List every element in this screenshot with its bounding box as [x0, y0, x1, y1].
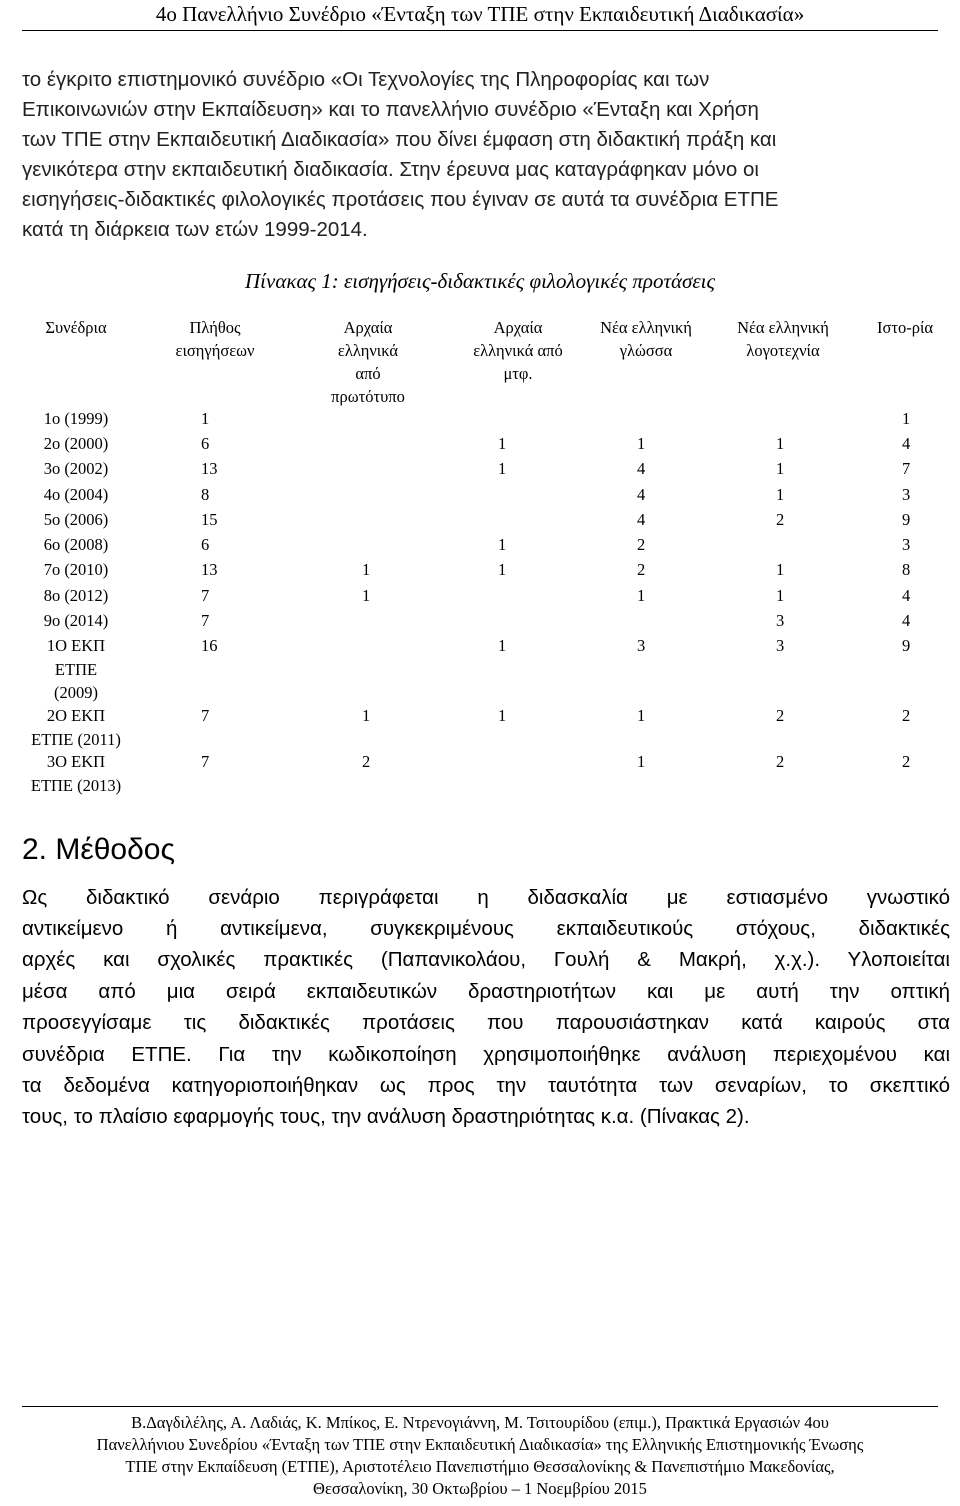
table-cell: 1: [362, 560, 371, 579]
table-cell: 6: [201, 535, 210, 554]
table-cell: 3: [776, 611, 785, 630]
row-label-line: 7ο (2010): [43, 560, 109, 579]
table-header-cell: [713, 316, 853, 362]
row-label-line: 1Ο ΕΚΠ: [46, 636, 106, 655]
table-header-line: Νέα ελληνική: [737, 318, 829, 337]
table-row-label: [20, 533, 132, 557]
table-header-cell: [855, 316, 955, 339]
table-row-label: [20, 634, 132, 705]
table-cell: 8: [201, 485, 210, 504]
table-cell: 4: [902, 611, 911, 630]
method-line: τους, το πλαίσιο εφαρμογής τους, την ανάλυση δραστηριότητας κ.α. (Πίνακας 2).: [22, 1105, 750, 1128]
table-row-label: [20, 704, 132, 751]
table-header-line: λογοτεχνία: [746, 341, 820, 360]
table-cell: 6: [201, 434, 210, 453]
table-row-label: [20, 558, 132, 582]
table-cell: 3: [776, 636, 785, 655]
table-header-line: Αρχαία: [343, 318, 393, 337]
table-header-line: γλώσσα: [619, 341, 673, 360]
table-header-cell: [313, 316, 423, 408]
table-header-cell: [453, 316, 583, 385]
table-cell: 13: [201, 560, 218, 579]
footer-line: Θεσσαλονίκη, 30 Οκτωβρίου – 1 Νοεμβρίου 2015: [313, 1479, 647, 1498]
row-label-line: ΕΤΠΕ (2013): [30, 775, 122, 795]
intro-line: Επικοινωνιών στην Εκπαίδευση» και το πανελλήνιο συνέδριο «Ένταξη και Χρήση: [22, 98, 759, 121]
method-line: προσεγγίσαμε τις διδακτικές προτάσεις που παρουσιάστηκαν κατά καιρούς στα: [22, 1011, 950, 1034]
table-cell: 8: [902, 560, 911, 579]
table-cell: 4: [637, 459, 646, 478]
intro-line: γενικότερα στην εκπαιδευτική διαδικασία. Στην έρευνα μας καταγράφηκαν μόνο οι: [22, 158, 759, 181]
table-cell: 7: [201, 586, 210, 605]
table-cell: 2: [902, 752, 911, 771]
table-row-label: [20, 432, 132, 456]
table-cell: 1: [902, 409, 911, 428]
footer-rule: [22, 1406, 938, 1407]
table-header-cell: [21, 316, 131, 339]
row-label-line: 9ο (2014): [43, 611, 109, 630]
table-row-label: [20, 407, 132, 431]
table-header-line: από: [355, 364, 381, 383]
method-line: μέσα από μια σειρά εκπαιδευτικών δραστηριοτήτων και με αυτή την οπτική: [22, 980, 950, 1003]
table-cell: 1: [362, 586, 371, 605]
table-cell: 16: [201, 636, 218, 655]
table-cell: 2: [902, 706, 911, 725]
table-row-label: [20, 750, 132, 797]
row-label-line: 2Ο ΕΚΠ: [46, 706, 106, 725]
footer-line: ΤΠΕ στην Εκπαίδευση (ΕΤΠΕ), Αριστοτέλειο Πανεπιστήμιο Θεσσαλονίκης & Πανεπιστήμιο Μακεδονίας,: [125, 1457, 835, 1476]
row-label-line: 6ο (2008): [43, 535, 109, 554]
table-header-line: μτφ.: [503, 364, 533, 383]
row-label-line: 5ο (2006): [43, 510, 109, 529]
table-cell: 1: [498, 636, 507, 655]
running-header: 4ο Πανελλήνιο Συνέδριο «Ένταξη των ΤΠΕ στην Εκπαιδευτική Διαδικασία»: [155, 2, 805, 26]
table-cell: 1: [776, 434, 785, 453]
table-cell: 1: [637, 434, 646, 453]
table-cell: 1: [498, 434, 507, 453]
table-header-line: Πλήθος: [189, 318, 241, 337]
table-row-label: [20, 508, 132, 532]
table-cell: 2: [637, 535, 646, 554]
table-cell: 9: [902, 510, 911, 529]
table-cell: 1: [776, 459, 785, 478]
table-cell: 7: [902, 459, 911, 478]
intro-line: εισηγήσεις-διδακτικές φιλολογικές προτάσεις που έγιναν σε αυτά τα συνέδρια ΕΤΠΕ: [22, 188, 779, 211]
table-cell: 9: [902, 636, 911, 655]
table-row-label: [20, 584, 132, 608]
table-cell: 4: [637, 510, 646, 529]
table-header-line: ελληνικά: [337, 341, 399, 360]
table-cell: 7: [201, 706, 210, 725]
method-line: αρχές και σχολικές πρακτικές (Παπανικολάου, Γουλή & Μακρή, χ.χ.). Υλοποιείται: [22, 948, 950, 971]
row-label-line: 2ο (2000): [43, 434, 109, 453]
table-cell: 4: [902, 586, 911, 605]
table-header-line: ελληνικά από: [473, 341, 563, 360]
table-caption: [0, 266, 960, 296]
table-cell: 1: [201, 409, 210, 428]
table-header-line: Ιστο-ρία: [876, 318, 934, 337]
table-row-label: [20, 609, 132, 633]
method-line: αντικείμενο ή αντικείμενα, συγκεκριμένους εκπαιδευτικούς στόχους, διδακτικές: [22, 917, 950, 940]
intro-line: κατά τη διάρκεια των ετών 1999-2014.: [22, 218, 368, 241]
table-cell: 1: [776, 586, 785, 605]
table-header-line: πρωτότυπο: [331, 387, 405, 406]
method-line: συνέδρια ΕΤΠΕ. Για την κωδικοποίηση χρησιμοποιήθηκε ανάλυση περιεχομένου και: [22, 1043, 950, 1066]
intro-line: των ΤΠΕ στην Εκπαιδευτική Διαδικασία» που δίνει έμφαση στη διδακτική πράξη και: [22, 128, 777, 151]
table-caption-text: : εισηγήσεις-διδακτικές φιλολογικές προτάσεις: [331, 269, 715, 293]
table-cell: 2: [776, 510, 785, 529]
row-label-line: ΕΤΠΕ: [54, 659, 98, 679]
table-caption-label: Πίνακας 1: [245, 269, 332, 293]
table-cell: 1: [362, 706, 371, 725]
row-label-line: (2009): [54, 683, 98, 702]
method-line: τα δεδομένα κατηγοριοποιήθηκαν ως προς την ταυτότητα των σεναρίων, το σκεπτικό: [22, 1074, 950, 1097]
footer-line: Β.Δαγδιλέλης, Α. Λαδιάς, Κ. Μπίκος, Ε. Ντρενογιάννη, Μ. Τσιτουρίδου (επιμ.), Πρακτικά Εργασιών 4ου: [131, 1413, 829, 1432]
section-heading: 2. Μέθοδος: [22, 833, 175, 866]
table-cell: 3: [902, 535, 911, 554]
table-header-line: Αρχαία: [493, 318, 543, 337]
table-cell: 1: [498, 535, 507, 554]
intro-line: το έγκριτο επιστημονικό συνέδριο «Οι Τεχνολογίες της Πληροφορίας και των: [22, 68, 710, 91]
table-header-cell: [150, 316, 280, 362]
table-cell: 2: [637, 560, 646, 579]
row-label-line: 1ο (1999): [43, 409, 109, 428]
row-label-line: 4ο (2004): [43, 485, 109, 504]
table-cell: 2: [362, 752, 371, 771]
table-cell: 1: [498, 706, 507, 725]
table-cell: 1: [498, 459, 507, 478]
table-cell: 2: [776, 752, 785, 771]
table-row-label: [20, 483, 132, 507]
table-cell: 1: [498, 560, 507, 579]
table-cell: 7: [201, 611, 210, 630]
table-cell: 15: [201, 510, 218, 529]
table-cell: 1: [776, 560, 785, 579]
table-header-line: Συνέδρια: [45, 318, 107, 337]
table-cell: 1: [637, 706, 646, 725]
table-cell: 2: [776, 706, 785, 725]
table-cell: 4: [637, 485, 646, 504]
row-label-line: 8ο (2012): [43, 586, 109, 605]
table-cell: 3: [637, 636, 646, 655]
row-label-line: 3Ο ΕΚΠ: [46, 752, 106, 771]
method-line: Ως διδακτικό σενάριο περιγράφεται η διδασκαλία με εστιασμένο γνωστικό: [22, 886, 950, 909]
table-row-label: [20, 457, 132, 481]
footer-line: Πανελλήνιου Συνεδρίου «Ένταξη των ΤΠΕ στην Εκπαιδευτική Διαδικασία» της Ελληνικής Επιστημονικής Ένωσης: [96, 1435, 864, 1454]
header-rule: [22, 30, 938, 31]
table-cell: 3: [902, 485, 911, 504]
table-cell: 7: [201, 752, 210, 771]
row-label-line: ΕΤΠΕ (2011): [31, 729, 121, 749]
table-header-line: εισηγήσεων: [175, 341, 255, 360]
table-cell: 1: [637, 752, 646, 771]
table-cell: 1: [776, 485, 785, 504]
table-cell: 4: [902, 434, 911, 453]
row-label-line: 3ο (2002): [43, 459, 109, 478]
table-cell: 13: [201, 459, 218, 478]
table-header-line: Νέα ελληνική: [600, 318, 692, 337]
table-header-cell: [576, 316, 716, 362]
table-cell: 1: [637, 586, 646, 605]
